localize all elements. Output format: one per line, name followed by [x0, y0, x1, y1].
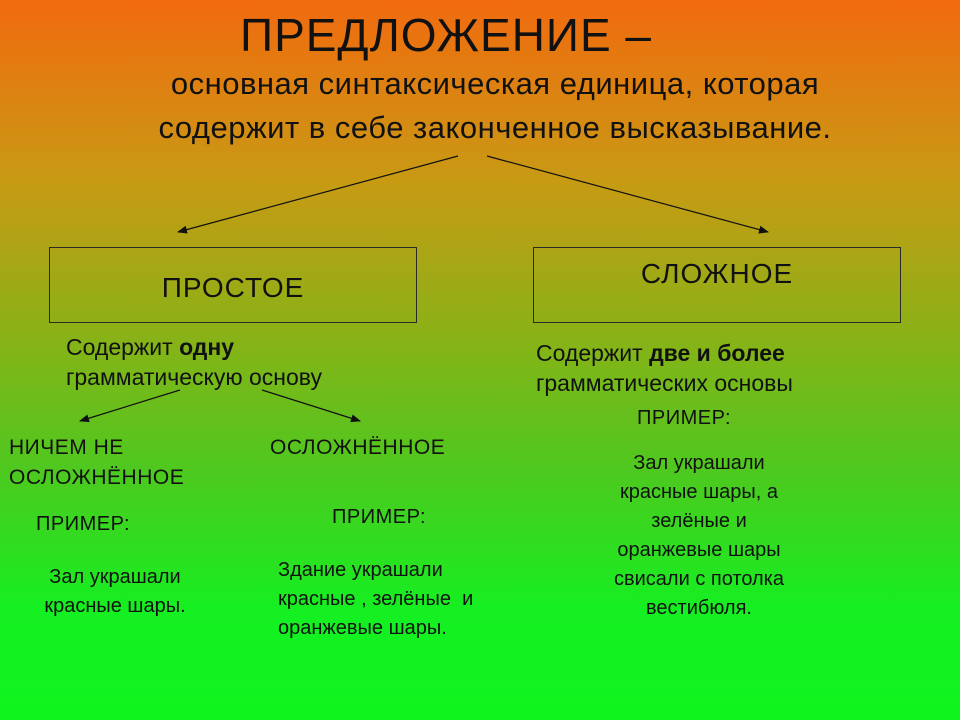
definition-line-2: содержит в себе законченное высказывание. [158, 110, 832, 145]
uncomplicated-label-line-2: ОСЛОЖНЁННОЕ [9, 466, 185, 489]
complex-desc-bold: две и более [649, 340, 785, 366]
uncomplicated-example-label: ПРИМЕР: [36, 513, 131, 535]
page-title: ПРЕДЛОЖЕНИЕ – [240, 9, 653, 61]
complex-example-label: ПРИМЕР: [637, 407, 732, 429]
arrow-to-simple [178, 156, 458, 232]
simple-sentence-box [49, 247, 417, 323]
complicated-example-line-1: Здание украшали [278, 559, 443, 581]
definition [100, 62, 890, 150]
arrow-to-complex [487, 156, 768, 232]
complex-example-line: свисали с потолка [614, 568, 784, 590]
complex-example-line: зелёные и [651, 510, 747, 532]
uncomplicated-label [9, 433, 184, 493]
complex-description [536, 338, 793, 398]
complex-example [580, 449, 818, 623]
uncomplicated-label-line-1: НИЧЕМ НЕ [9, 436, 124, 459]
complex-desc-line-2: грамматических основы [536, 370, 793, 396]
uncomplicated-example-line-1: Зал украшали [49, 566, 181, 588]
complicated-example-line-3: оранжевые шары. [278, 617, 447, 639]
simple-desc-line-2: грамматическую основу [66, 364, 322, 390]
uncomplicated-example-line-2: красные шары. [44, 595, 186, 617]
arrow-to-complicated [262, 390, 360, 421]
simple-desc-bold: одну [179, 334, 235, 360]
definition-line-1: основная синтаксическая единица, которая [170, 66, 820, 101]
complex-example-line: Зал украшали [633, 452, 765, 474]
complex-example-line: красные шары, а [620, 481, 778, 503]
arrow-to-uncomplicated [80, 390, 180, 421]
complex-sentence-box [533, 247, 901, 323]
simple-box-label: ПРОСТОЕ [161, 272, 305, 303]
simple-description [66, 332, 322, 392]
uncomplicated-example [20, 563, 210, 621]
complicated-example-line-2: красные , зелёные и [278, 588, 474, 610]
complicated-example-label: ПРИМЕР: [332, 506, 427, 528]
complex-example-line: оранжевые шары [617, 539, 781, 561]
complex-example-line: вестибюля. [646, 597, 752, 619]
complex-box-label: СЛОЖНОЕ [640, 258, 794, 289]
complicated-label: ОСЛОЖНЁННОЕ [270, 436, 446, 459]
simple-desc-prefix: Содержит [66, 334, 180, 360]
complex-desc-prefix: Содержит [536, 340, 650, 366]
complicated-example [278, 556, 473, 643]
